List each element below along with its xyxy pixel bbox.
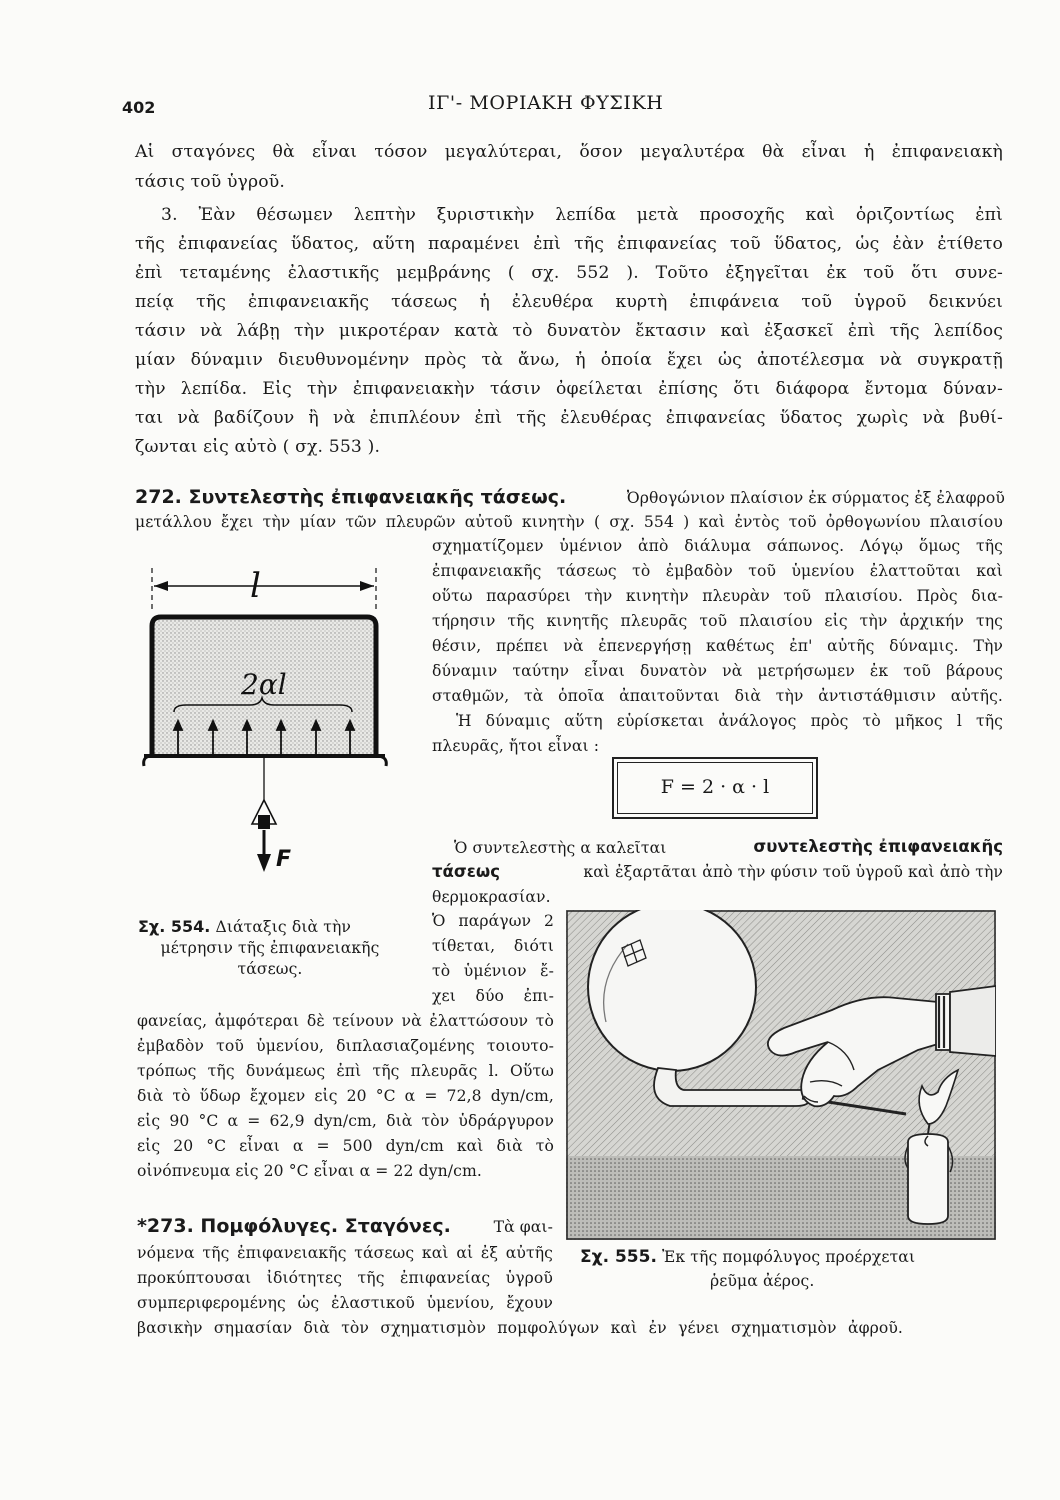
text-line: τὴν λεπίδα. Εἰς τὴν ἐπιφανειακὴν τάσιν ὀφείλεται ἐπίσης ὅτι διάφορα ἔντομα δύναν- <box>135 379 1003 399</box>
text-line: καὶ ἐξαρτᾶται ἀπὸ τὴν φύσιν τοῦ ὑγροῦ καὶ ἀπὸ τὴν <box>583 863 1003 881</box>
figure-554 <box>138 560 398 890</box>
text-line: οἰνόπνευμα εἰς 20 °C εἶναι α = 22 dyn/cm. <box>137 1162 482 1180</box>
running-title: ΙΓ'- ΜΟΡΙΑΚΗ ΦΥΣΙΚΗ <box>428 92 664 114</box>
text-line: θερμοκρασίαν. <box>432 888 551 906</box>
formula-box <box>612 757 818 819</box>
text-line: εἰς 90 °C α = 62,9 dyn/cm, διὰ τὸν ὑδράργυρον <box>137 1112 554 1130</box>
text-line: Ὀρθογώνιον πλαίσιον ἐκ σύρματος ἐξ ἐλαφροῦ <box>626 489 1005 507</box>
text-line: βασικὴν σημασίαν διὰ τὸν σχηματισμὸν πομφολύγων καὶ ἐν γένει σχηματισμὸν ἀφροῦ. <box>137 1319 903 1337</box>
text-line: τῆς ἐπιφανείας ὕδατος, αὕτη παραμένει ἐπὶ τῆς ἐπιφανείας τοῦ ὕδατος, ὡς ἐὰν ἐτίθετο <box>135 234 1003 254</box>
sleeve <box>950 986 996 1056</box>
text-line: συμπεριφερομένης ὡς ἐλαστικοῦ ὑμενίου, ἔχουν <box>137 1294 553 1312</box>
section-273-heading-line <box>137 1215 553 1237</box>
text-line: τάσις τοῦ ὑγροῦ. <box>135 172 285 192</box>
wire-end-left <box>144 756 152 766</box>
wire-end-right <box>376 756 386 766</box>
text-line: σταθμῶν, τὰ ὁποῖα ἀπαιτοῦνται διὰ τὴν ἀντιστάθμισιν αὐτῆς. <box>432 687 1003 705</box>
text-line: εἰς 20 °C εἶναι α = 500 dyn/cm καὶ διὰ τὸ <box>137 1137 554 1155</box>
candle <box>908 1134 948 1224</box>
page-number: 402 <box>122 98 156 117</box>
text-line: μετάλλου ἔχει τὴν μίαν τῶν πλευρῶν αὐτοῦ κινητὴν ( σχ. 554 ) καὶ ἐντὸς τοῦ ὀρθογωνίου πλαισίου <box>135 513 1003 531</box>
text-line: ζωνται εἰς αὐτὸ ( σχ. 553 ). <box>135 437 381 457</box>
text-line: δύναμιν ταύτην εἶναι δυνατὸν νὰ μετρήσωμεν ἐκ τοῦ βάρους <box>432 662 1003 680</box>
weight <box>258 815 270 829</box>
text-line: τήρησιν τῆς κινητῆς πλευρᾶς τοῦ πλαισίου εἰς τὴν ἀρχικήν της <box>432 612 1003 630</box>
text-line: Τὰ φαι- <box>493 1218 553 1236</box>
text-line: μίαν δύναμιν διευθυνομένην πρὸς τὰ ἄνω, ἡ ὁποία ἔχει ὡς ἀποτέλεσμα νὰ συγκρατῇ <box>135 350 1003 370</box>
film-label: 2αl <box>241 668 287 701</box>
caption-text: Ἐκ τῆς πομφόλυγος προέρχεται <box>662 1248 916 1266</box>
length-label: l <box>250 566 261 606</box>
text-line: χει δύο ἐπι- <box>432 987 554 1005</box>
bold-term: συντελεστὴς ἐπιφανειακῆς <box>753 837 1003 856</box>
coefficient-line-2 <box>432 862 1003 881</box>
text-line: νόμενα τῆς ἐπιφανειακῆς τάσεως καὶ αἱ ἐξ αὐτῆς <box>137 1244 553 1262</box>
text-line: Ὁ παράγων 2 <box>432 912 554 930</box>
caption-text: μέτρησιν τῆς ἐπιφανειακῆς <box>160 939 380 957</box>
text-line: τὸ ὑμένιον ἔ- <box>432 962 554 980</box>
text-line: τίθεται, διότι <box>432 937 554 955</box>
text-line: ἐπὶ τεταμένης ἐλαστικῆς μεμβράνης ( σχ. 552 ). Τοῦτο ἐξηγεῖται ἐκ τοῦ ὅτι συνε- <box>135 263 1003 283</box>
text-line: 3. Ἐὰν θέσωμεν λεπτὴν ξυριστικὴν λεπίδα μετὰ προσοχῆς καὶ ὁριζοντίως ἐπὶ <box>161 205 1003 225</box>
bold-term: τάσεως <box>432 862 501 881</box>
text-line: Ἡ δύναμις αὕτη εὑρίσκεται ἀνάλογος πρὸς τὸ μῆκος l τῆς <box>456 712 1003 730</box>
soap-bubble <box>588 910 756 1071</box>
caption-text: ῥεῦμα ἀέρος. <box>710 1272 815 1290</box>
figure-555 <box>566 910 996 1240</box>
caption-554 <box>136 917 404 978</box>
text-line: ἐπιφανειακῆς τάσεως τὸ ἐμβαδὸν τοῦ ὑμενίου ἐλαττοῦται καὶ <box>432 562 1003 580</box>
arrow-head-left <box>154 581 168 591</box>
coefficient-line-1 <box>454 838 1003 857</box>
text-line: τρόπως τῆς δυνάμεως ἐπὶ τῆς πλευρᾶς l. Οὕτω <box>137 1062 554 1080</box>
text-line: ἐμβαδὸν τοῦ ὑμενίου, διπλασιαζομένης τοιουτο- <box>137 1037 554 1055</box>
section-272-heading: 272. Συντελεστὴς ἐπιφανειακῆς τάσεως. <box>135 486 567 508</box>
section-273-heading: *273. Πομφόλυγες. Σταγόνες. <box>137 1215 451 1237</box>
text-line: οὕτω παρασύρει τὴν κινητὴν πλευρὰν τοῦ πλαισίου. Πρὸς δια- <box>432 587 1003 605</box>
caption-line-1 <box>580 1247 996 1267</box>
text-line: τάσιν νὰ λάβῃ τὴν μικροτέραν κατὰ τὸ δυνατὸν ἔκτασιν καὶ ἐξασκεῖ ἐπὶ τῆς λεπίδος <box>135 321 1003 341</box>
section-272-heading-line <box>135 486 1005 508</box>
text-line: Αἱ σταγόνες θὰ εἶναι τόσον μεγαλύτεραι, ὅσον μεγαλυτέρα θὰ εἶναι ἡ ἐπιφανειακὴ <box>135 142 1003 162</box>
text-line: φανείας, ἀμφότεραι δὲ τείνουν νὰ ἐλαττώσουν τὸ <box>137 1012 554 1030</box>
caption-number: Σχ. 555. <box>580 1247 657 1267</box>
caption-555 <box>580 1247 996 1290</box>
caption-number: Σχ. 554. <box>138 917 211 936</box>
text-line: πλευρᾶς, ἤτοι εἶναι : <box>432 737 600 755</box>
text-line: διὰ τὸ ὕδωρ ἔχομεν εἰς 20 °C α = 72,8 dyn/cm, <box>137 1087 554 1105</box>
text-line: σχηματίζομεν ὑμένιον ἀπὸ διάλυμα σάπωνος. Λόγῳ ὅμως τῆς <box>432 537 1003 555</box>
formula: F = 2 · α · l <box>660 776 770 798</box>
text-line: προκύπτουσαι ἰδιότητες τῆς ἐπιφανείας ὑγροῦ <box>137 1269 553 1287</box>
force-arrow-head <box>257 854 271 872</box>
force-label: F <box>276 847 292 872</box>
arrow-head-right <box>360 581 374 591</box>
text-line: πείᾳ τῆς ἐπιφανειακῆς τάσεως ἡ ἐλευθέρα κυρτὴ ἐπιφάνεια τοῦ ὑγροῦ δεικνύει <box>135 292 1003 312</box>
text-line: Ὁ συντελεστὴς α καλεῖται <box>454 839 667 857</box>
caption-line-1 <box>136 917 404 936</box>
caption-text: Διάταξις διὰ τὴν <box>215 918 351 936</box>
text-line: θέσιν, πρέπει νὰ ἐπενεργήσῃ καθέτως ἐπ' αὐτῆς δύναμις. Τὴν <box>432 637 1003 655</box>
text-line: ται νὰ βαδίζουν ἢ νὰ ἐπιπλέουν ἐπὶ τῆς ἐλευθέρας ἐπιφανείας ὕδατος χωρὶς νὰ βυθί- <box>135 408 1003 428</box>
caption-text: τάσεως. <box>237 960 303 978</box>
